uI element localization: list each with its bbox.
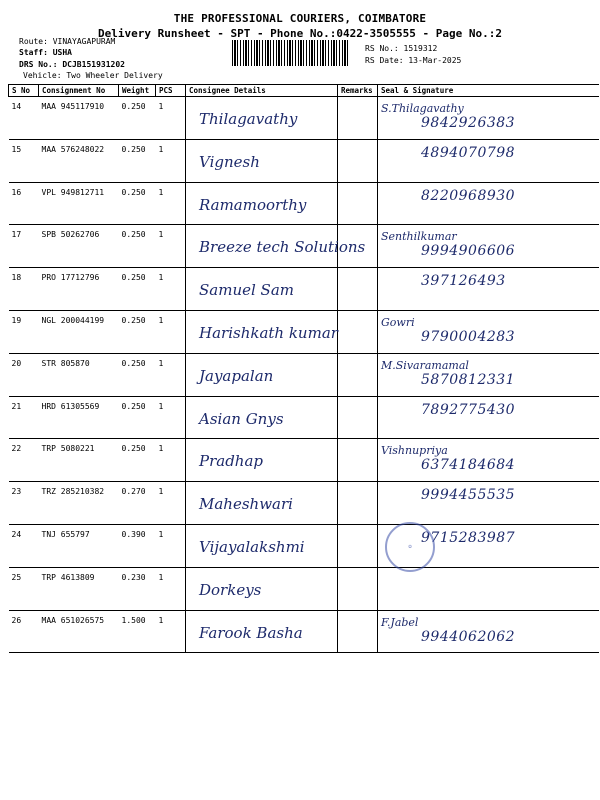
staff-value: USHA xyxy=(52,48,72,57)
receiver-phone: 9994906606 xyxy=(421,243,516,260)
cell-sno: 22 xyxy=(9,439,39,482)
cell-consignee xyxy=(186,610,338,653)
cell-consignee xyxy=(186,524,338,567)
cell-seal-signature xyxy=(378,310,599,353)
table-header-row xyxy=(9,85,599,97)
consignee-name: Dorkeys xyxy=(199,580,262,599)
cell-pcs: 1 xyxy=(156,268,186,311)
seal-stamp xyxy=(385,522,435,572)
vehicle-label: Vehicle: xyxy=(23,71,62,80)
cell-consignment: MAA 576248022 xyxy=(39,139,119,182)
cell-consignment: VPL 949812711 xyxy=(39,182,119,225)
table-row xyxy=(9,97,599,140)
table-row xyxy=(9,139,599,182)
cell-weight: 0.270 xyxy=(119,482,156,525)
cell-consignment: MAA 651026575 xyxy=(39,610,119,653)
cell-remarks xyxy=(338,310,378,353)
consignee-name: Jayapalan xyxy=(199,366,274,385)
drs-value: DCJB151931202 xyxy=(62,60,125,69)
route-label: Route: xyxy=(19,37,48,46)
cell-consignee xyxy=(186,97,338,140)
cell-pcs: 1 xyxy=(156,439,186,482)
cell-consignee xyxy=(186,353,338,396)
table-row xyxy=(9,396,599,439)
cell-weight: 0.250 xyxy=(119,139,156,182)
receiver-signature: S.Thilagavathy xyxy=(381,102,464,115)
cell-pcs: 1 xyxy=(156,567,186,610)
cell-sno: 25 xyxy=(9,567,39,610)
cell-seal-signature xyxy=(378,610,599,653)
cell-remarks xyxy=(338,610,378,653)
cell-weight: 0.390 xyxy=(119,524,156,567)
receiver-phone: 7892775430 xyxy=(421,401,516,418)
cell-sno: 14 xyxy=(9,97,39,140)
cell-seal-signature xyxy=(378,225,599,268)
receiver-phone: 5870812331 xyxy=(421,371,516,388)
route-value: VINAYAGAPURAM xyxy=(52,37,116,46)
cell-seal-signature xyxy=(378,353,599,396)
cell-consignment: MAA 945117910 xyxy=(39,97,119,140)
column-header-consignment: Consignment No xyxy=(39,85,119,97)
receiver-phone: 9715283987 xyxy=(421,529,516,546)
cell-pcs: 1 xyxy=(156,97,186,140)
cell-seal-signature xyxy=(378,567,599,610)
vehicle-value: Two Wheeler Delivery xyxy=(66,71,163,80)
consignee-name: Harishkath kumar xyxy=(199,323,338,342)
rs-date-value: 13-Mar-2025 xyxy=(408,56,462,65)
route-line xyxy=(19,36,115,47)
receiver-signature: M.Sivaramamal xyxy=(381,358,469,372)
cell-sno: 17 xyxy=(9,225,39,268)
consignee-name: Ramamoorthy xyxy=(199,195,307,214)
staff-line xyxy=(19,47,72,58)
receiver-phone: 9842926383 xyxy=(421,115,516,131)
receiver-phone: 397126493 xyxy=(421,273,506,290)
cell-remarks xyxy=(338,567,378,610)
cell-consignment: TRP 4613809 xyxy=(39,567,119,610)
column-header-sno: S No xyxy=(9,85,39,97)
cell-pcs: 1 xyxy=(156,225,186,268)
cell-consignee xyxy=(186,567,338,610)
cell-pcs: 1 xyxy=(156,182,186,225)
cell-sno: 20 xyxy=(9,353,39,396)
cell-weight: 0.250 xyxy=(119,310,156,353)
receiver-signature: F.Jabel xyxy=(381,615,419,629)
cell-remarks xyxy=(338,396,378,439)
rs-no-line xyxy=(365,43,437,54)
vehicle-line xyxy=(23,70,163,81)
table-row xyxy=(9,353,599,396)
cell-consignee xyxy=(186,182,338,225)
cell-weight: 0.230 xyxy=(119,567,156,610)
cell-consignment: TNJ 655797 xyxy=(39,524,119,567)
page-subtitle: Delivery Runsheet - SPT - Phone No.:0422-3505555 - Page No.:2 xyxy=(98,27,502,40)
column-header-weight: Weight xyxy=(119,85,156,97)
column-header-seal: Seal & Signature xyxy=(378,85,599,97)
cell-remarks xyxy=(338,482,378,525)
cell-sno: 21 xyxy=(9,396,39,439)
cell-pcs: 1 xyxy=(156,139,186,182)
rs-date-line xyxy=(365,55,461,66)
cell-sno: 26 xyxy=(9,610,39,653)
receiver-signature: Senthilkumar xyxy=(381,230,457,244)
consignee-name: Asian Gnys xyxy=(199,409,284,428)
cell-consignment: TRZ 285210382 xyxy=(39,482,119,525)
table-row xyxy=(9,482,599,525)
column-header-remarks: Remarks xyxy=(338,85,378,97)
cell-consignment: STR 805870 xyxy=(39,353,119,396)
cell-pcs: 1 xyxy=(156,353,186,396)
cell-seal-signature xyxy=(378,268,599,311)
rs-no-value: 1519312 xyxy=(403,44,438,53)
cell-seal-signature xyxy=(378,182,599,225)
cell-consignee xyxy=(186,396,338,439)
runsheet-table xyxy=(8,84,599,653)
cell-seal-signature xyxy=(378,482,599,525)
cell-consignment: PRO 17712796 xyxy=(39,268,119,311)
cell-seal-signature xyxy=(378,396,599,439)
consignee-name: Vijayalakshmi xyxy=(199,537,305,556)
consignee-name: Samuel Sam xyxy=(199,281,294,300)
cell-pcs: 1 xyxy=(156,482,186,525)
cell-pcs: 1 xyxy=(156,524,186,567)
cell-sno: 16 xyxy=(9,182,39,225)
consignee-name: Vignesh xyxy=(199,152,260,171)
drs-label: DRS No.: xyxy=(19,60,58,69)
table-row xyxy=(9,268,599,311)
cell-pcs: 1 xyxy=(156,310,186,353)
cell-consignee xyxy=(186,268,338,311)
cell-consignee xyxy=(186,139,338,182)
cell-remarks xyxy=(338,182,378,225)
cell-weight: 1.500 xyxy=(119,610,156,653)
cell-weight: 0.250 xyxy=(119,182,156,225)
table-row xyxy=(9,439,599,482)
rs-no-label: RS No.: xyxy=(365,44,399,53)
cell-weight: 0.250 xyxy=(119,439,156,482)
drs-line xyxy=(19,59,125,70)
cell-consignment: HRD 61305569 xyxy=(39,396,119,439)
stamp-glyph: ✿ xyxy=(408,543,412,550)
consignee-name: Pradhap xyxy=(199,452,264,471)
consignee-name: Breeze tech Solutions xyxy=(199,238,366,257)
cell-weight: 0.250 xyxy=(119,353,156,396)
receiver-phone: 9994455535 xyxy=(421,487,516,504)
cell-remarks xyxy=(338,268,378,311)
cell-consignment: NGL 200044199 xyxy=(39,310,119,353)
cell-consignee xyxy=(186,482,338,525)
receiver-signature: Gowri xyxy=(381,315,415,329)
cell-consignment: SPB 50262706 xyxy=(39,225,119,268)
page-title: THE PROFESSIONAL COURIERS, COIMBATORE xyxy=(173,12,427,25)
rs-date-label: RS Date: xyxy=(365,56,404,65)
cell-remarks xyxy=(338,353,378,396)
table-row xyxy=(9,567,599,610)
receiver-phone: 4894070798 xyxy=(421,144,516,161)
cell-sno: 18 xyxy=(9,268,39,311)
receiver-phone: 6374184684 xyxy=(421,457,516,474)
cell-sno: 19 xyxy=(9,310,39,353)
cell-sno: 24 xyxy=(9,524,39,567)
receiver-phone: 8220968930 xyxy=(421,187,516,204)
table-row xyxy=(9,310,599,353)
cell-remarks xyxy=(338,524,378,567)
cell-weight: 0.250 xyxy=(119,97,156,140)
cell-seal-signature xyxy=(378,139,599,182)
receiver-phone: 9944062062 xyxy=(421,628,516,645)
cell-weight: 0.250 xyxy=(119,396,156,439)
table-body xyxy=(9,97,599,653)
cell-sno: 23 xyxy=(9,482,39,525)
cell-remarks xyxy=(338,139,378,182)
consignee-name: Farook Basha xyxy=(199,623,303,642)
column-header-pcs: PCS xyxy=(156,85,186,97)
column-header-consignee: Consignee Details xyxy=(186,85,338,97)
cell-weight: 0.250 xyxy=(119,268,156,311)
consignee-name: Maheshwari xyxy=(199,495,293,514)
cell-seal-signature xyxy=(378,97,599,140)
cell-seal-signature xyxy=(378,439,599,482)
cell-remarks xyxy=(338,439,378,482)
table-row xyxy=(9,610,599,653)
receiver-phone: 9790004283 xyxy=(421,328,516,345)
cell-pcs: 1 xyxy=(156,610,186,653)
table-row xyxy=(9,182,599,225)
table-row xyxy=(9,524,599,567)
table-row xyxy=(9,225,599,268)
cell-weight: 0.250 xyxy=(119,225,156,268)
barcode-icon xyxy=(232,40,348,66)
cell-consignment: TRP 5080221 xyxy=(39,439,119,482)
cell-remarks xyxy=(338,97,378,140)
cell-sno: 15 xyxy=(9,139,39,182)
staff-label: Staff: xyxy=(19,48,48,57)
cell-consignee xyxy=(186,225,366,268)
cell-consignee xyxy=(186,310,338,353)
receiver-signature: Vishnupriya xyxy=(381,444,448,458)
cell-pcs: 1 xyxy=(156,396,186,439)
consignee-name: Thilagavathy xyxy=(199,110,298,128)
cell-consignee xyxy=(186,439,338,482)
